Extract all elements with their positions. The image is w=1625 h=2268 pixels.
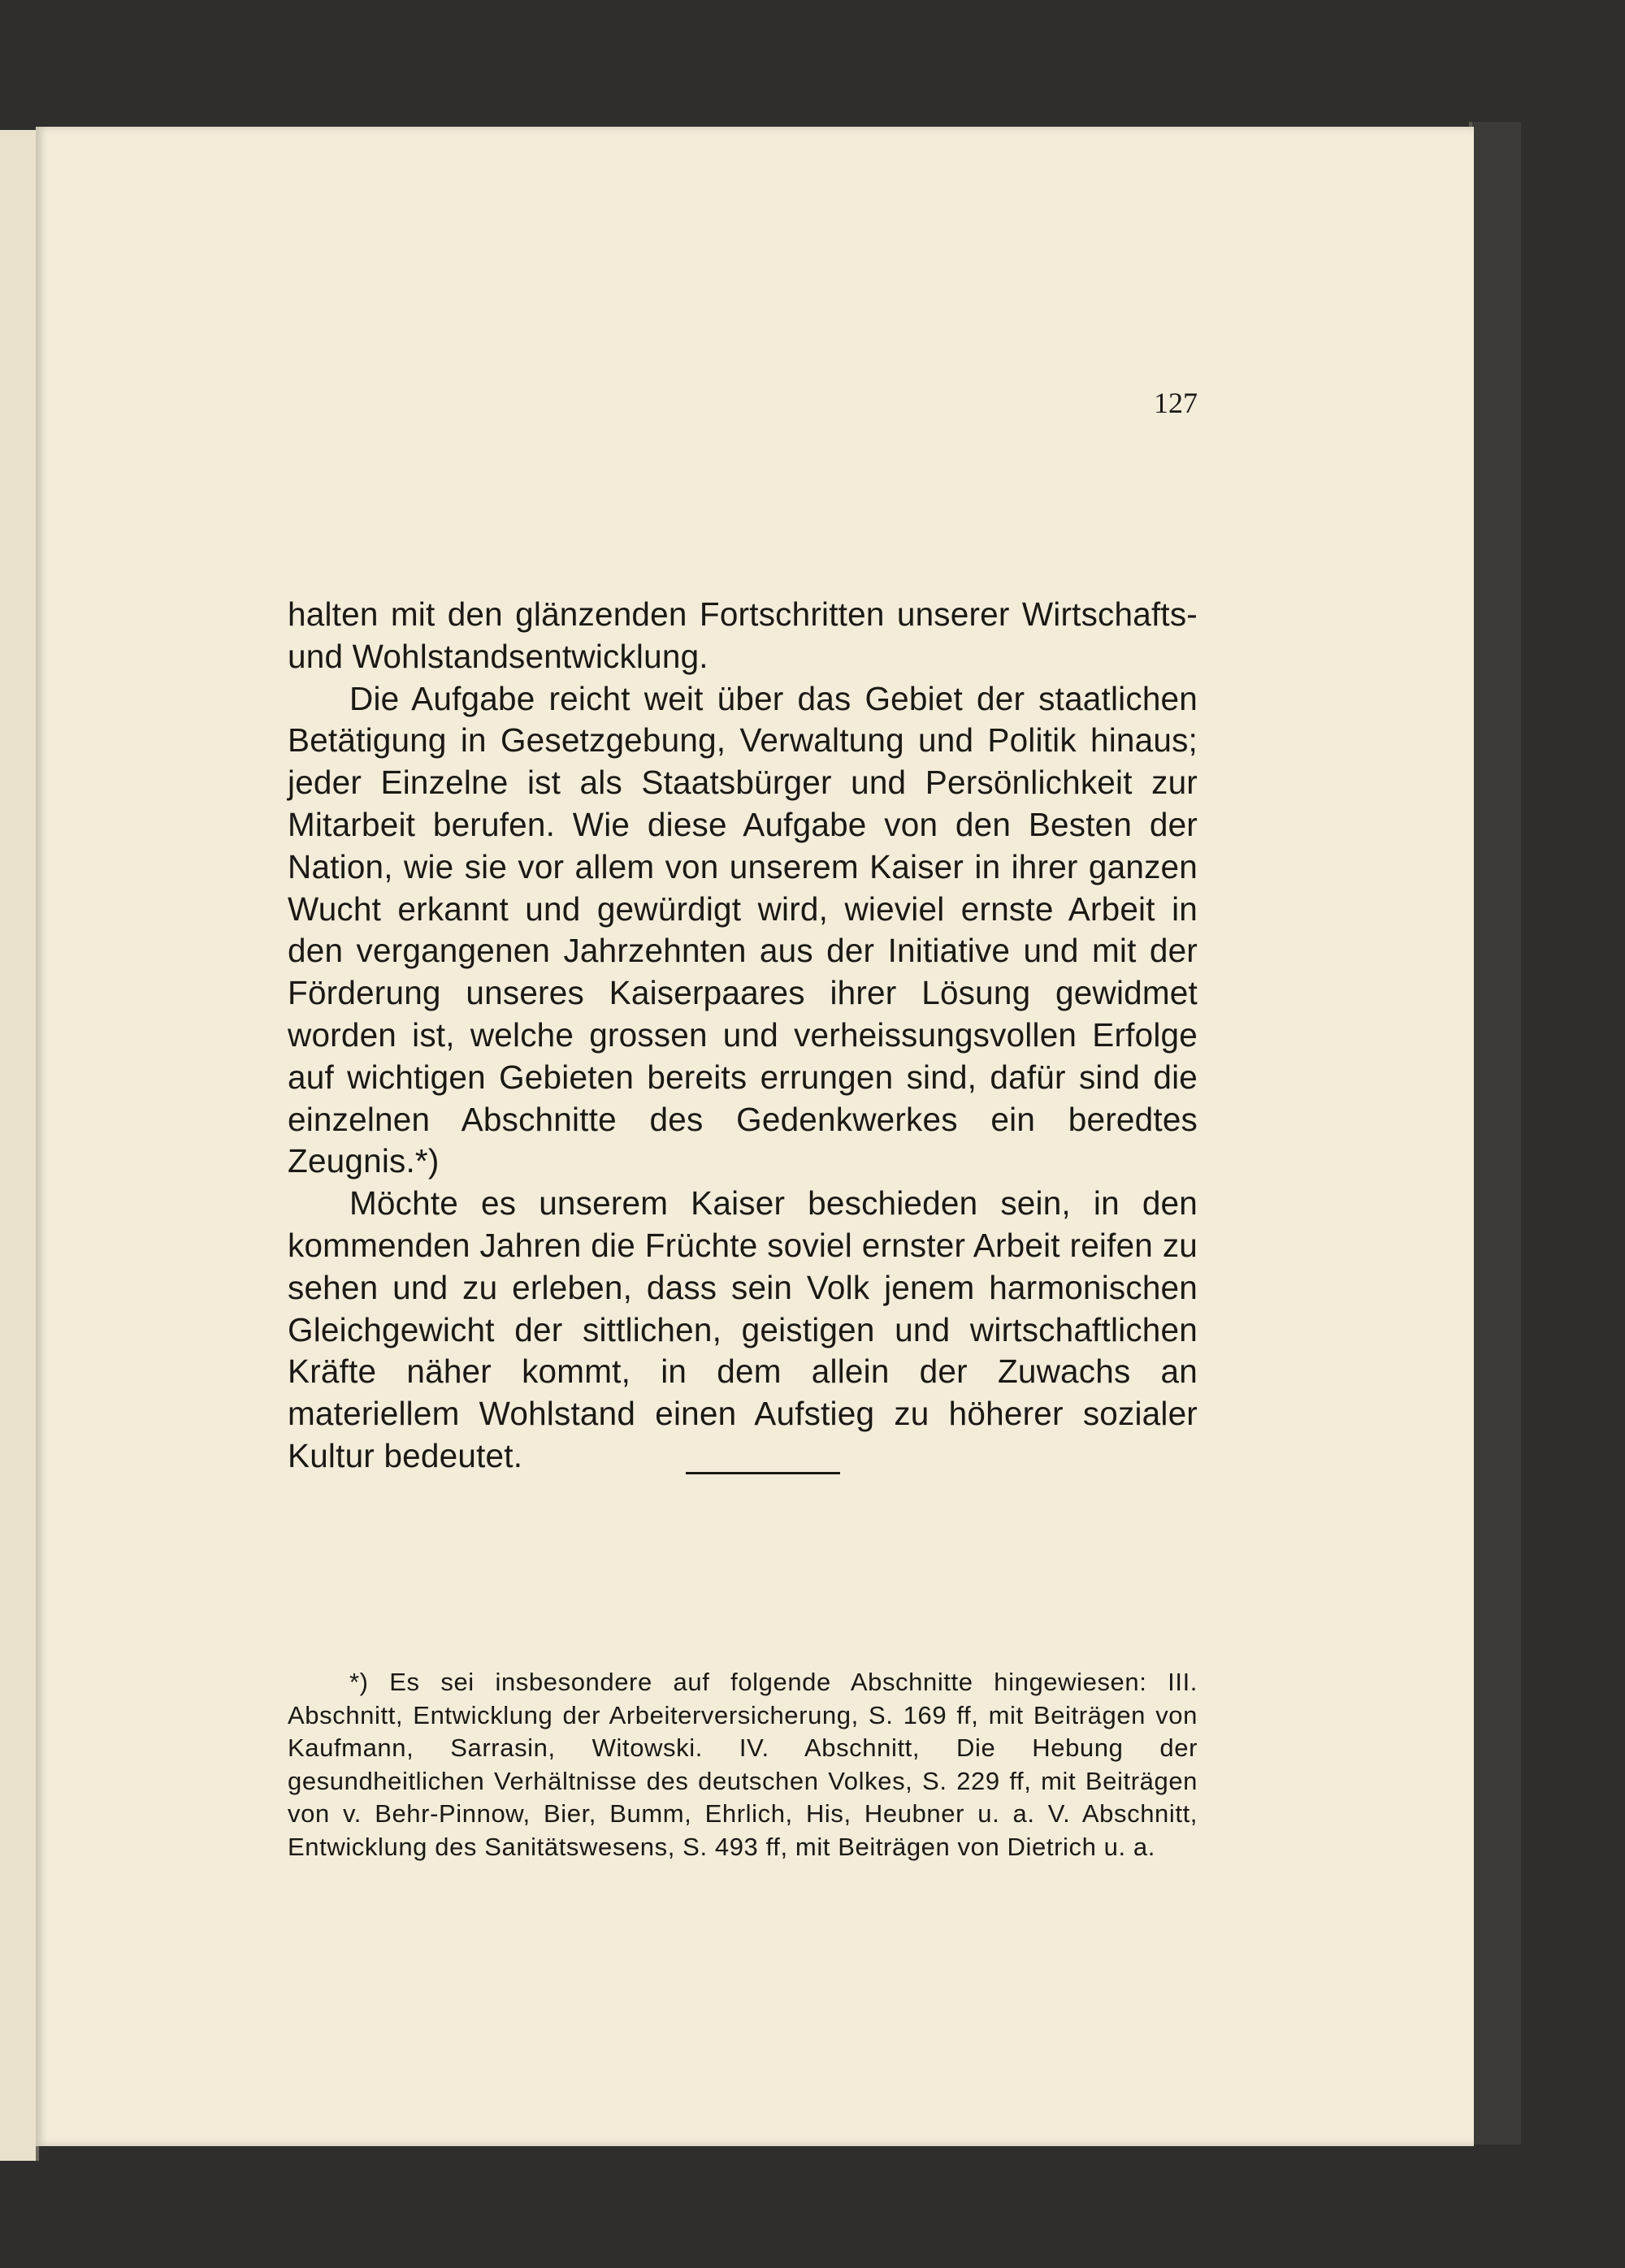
footnote: *) Es sei insbesondere auf folgende Abschnitte hingewiesen: III. Abschnitt, Entwicklung der Arbeiterversicherung, S. 169 ff, mit Beiträgen von Kaufmann, Sarrasin, Witowski. IV. Abschnitt, Die Hebung der gesundheitlichen Verhältnisse des deutschen Volkes, S. 229 ff, mit Beiträgen von v. Behr-Pinnow, Bier, Bumm, Ehrlich, His, Heubner u. a. V. Abschnitt, Entwicklung des Sanitätswesens, S. 493 ff, mit Beiträgen von Dietrich u. a.: [288, 1668, 1198, 1861]
book-page: [36, 127, 1474, 2146]
previous-page-edge: [0, 130, 39, 2161]
page-number: 127: [1154, 387, 1198, 419]
paragraph-2: Die Aufgabe reicht weit über das Gebiet der staatlichen Betätigung in Gesetzgebung, Verwaltung und Politik hinaus; jeder Einzelne ist als Staatsbürger und Persönlichkeit zur Mitarbeit berufen. Wie diese Aufgabe von den Besten der Nation, wie sie vor allem von unserem Kaiser in ihrer ganzen Wucht erkannt und gewürdigt wird, wieviel ernste Arbeit in den vergangenen Jahrzehnten aus der Initiative und mit der Förderung unseres Kaiserpaares ihrer Lösung gewidmet worden ist, welche grossen und verheissungsvollen Erfolge auf wichtigen Gebieten bereits errungen sind, dafür sind die einzelnen Abschnitte des Gedenkwerkes ein beredtes Zeugnis.*): [288, 679, 1198, 1180]
paragraph-1: halten mit den glänzenden Fortschritten unserer Wirtschafts- und Wohlstandsentwicklung.: [288, 595, 1198, 675]
paragraph-3: Möchte es unserem Kaiser beschieden sein, in den kommenden Jahren die Früchte soviel ernster Arbeit reifen zu sehen und zu erleben, dass sein Volk jenem harmonischen Gleichgewicht der sittlichen, geistigen und wirtschaftlichen Kräfte näher kommt, in dem allein der Zuwachs an materiellem Wohlstand einen Aufstieg zu höherer sozialer Kultur bedeutet.: [288, 1184, 1198, 1474]
section-divider: [686, 1472, 840, 1474]
book-cover-edge: [1469, 122, 1521, 2145]
body-text: [288, 594, 1198, 1478]
